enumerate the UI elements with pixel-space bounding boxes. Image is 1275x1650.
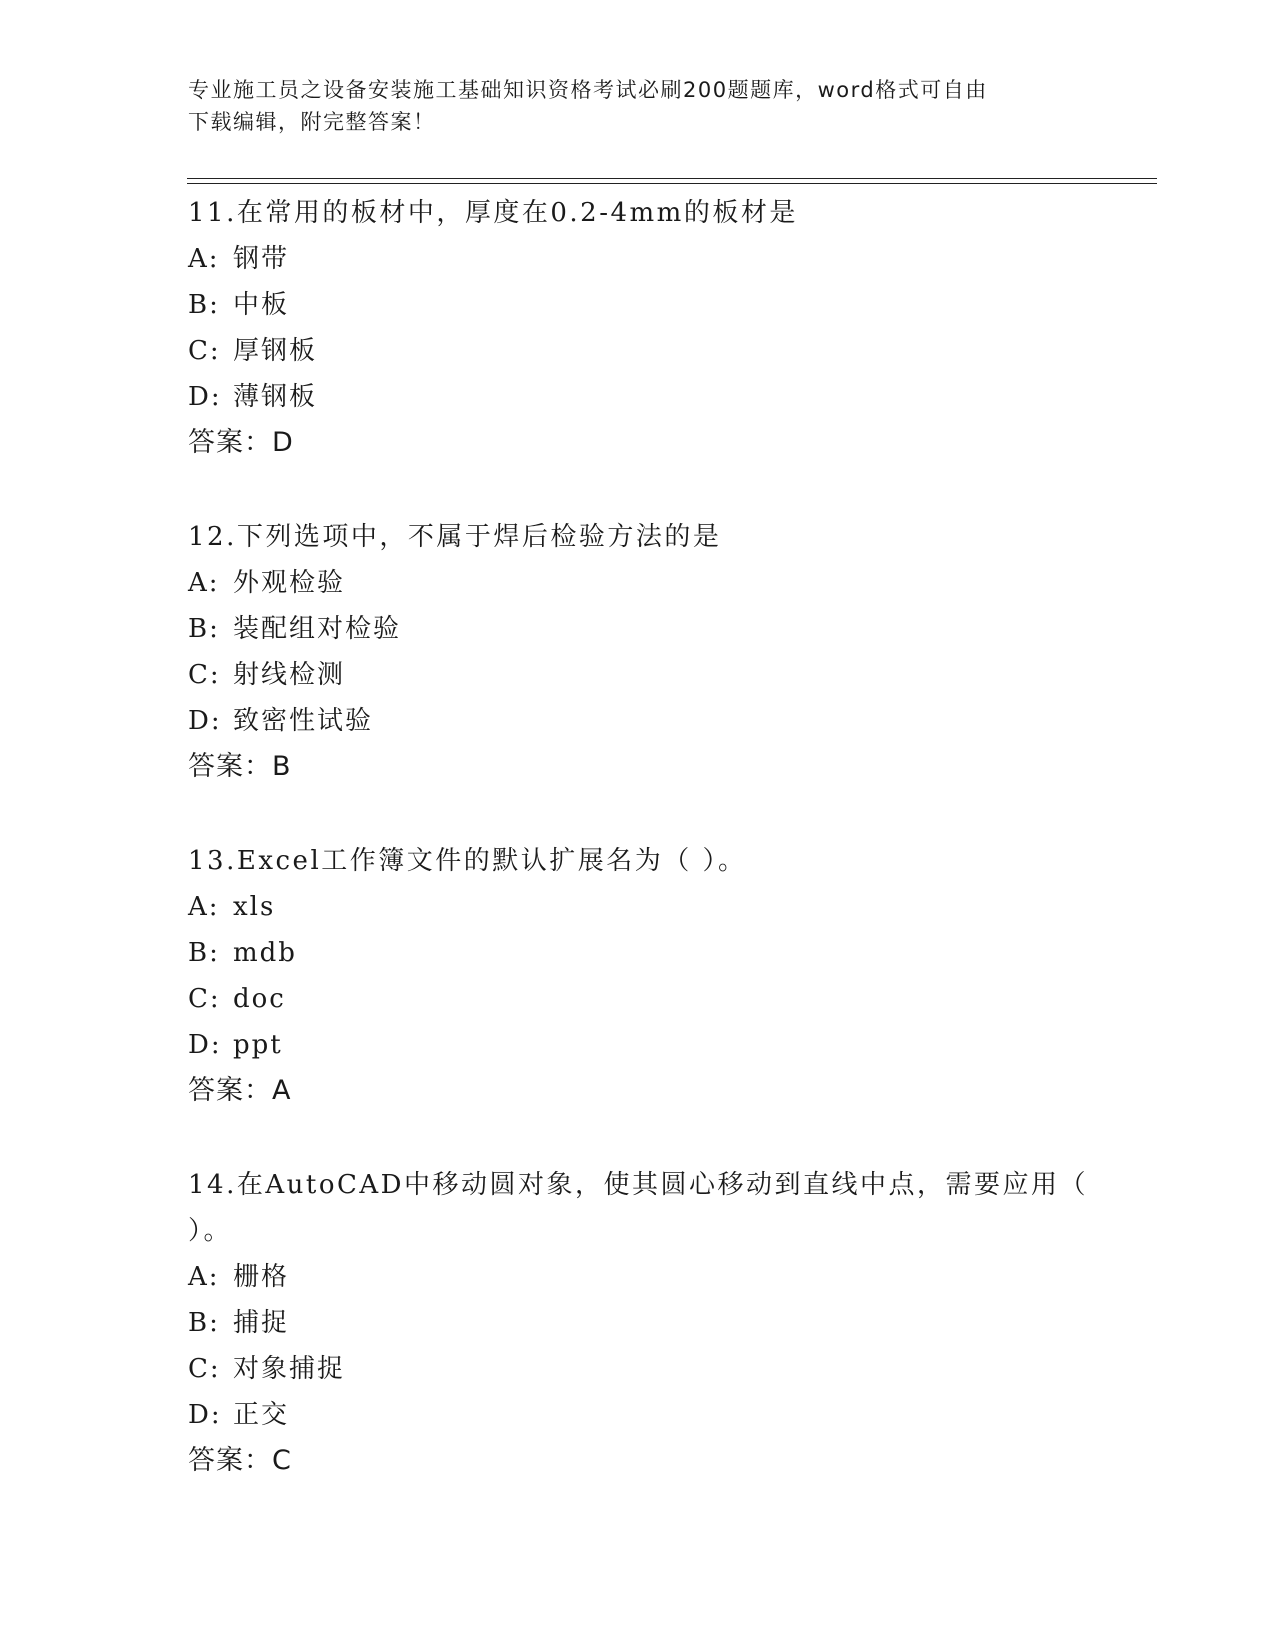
option-letter: A: xyxy=(188,1262,220,1292)
question-prompt: 11.在常用的板材中，厚度在0.2-4mm的板材是 xyxy=(188,198,798,228)
question-prompt: 12.下列选项中，不属于焊后检验方法的是 xyxy=(188,522,722,552)
option-d xyxy=(188,374,1088,420)
option-letter: B: xyxy=(188,1308,220,1338)
option-a xyxy=(188,884,1088,930)
header-line-1: 专业施工员之设备安装施工基础知识资格考试必刷200题题库，word格式可自由 xyxy=(188,78,988,102)
option-letter: C: xyxy=(188,984,221,1014)
option-b xyxy=(188,1300,1088,1346)
option-letter: A: xyxy=(188,892,220,922)
answer-line: 答案：A xyxy=(188,1075,292,1106)
option-d xyxy=(188,1392,1088,1438)
option-letter: D: xyxy=(188,382,222,412)
option-text: mdb xyxy=(233,938,297,968)
option-text: 装配组对检验 xyxy=(233,614,402,644)
option-letter: C: xyxy=(188,1354,221,1384)
option-b xyxy=(188,282,1088,328)
question-prompt: 13.Excel工作簿文件的默认扩展名为（ ）。 xyxy=(188,846,747,876)
question-14 xyxy=(188,1162,1088,1484)
option-letter: B: xyxy=(188,938,220,968)
question-12 xyxy=(188,514,1088,790)
question-13 xyxy=(188,838,1088,1114)
option-letter: C: xyxy=(188,336,221,366)
option-text: 栅格 xyxy=(233,1262,290,1292)
option-a xyxy=(188,560,1088,606)
option-b xyxy=(188,606,1088,652)
option-letter: C: xyxy=(188,660,221,690)
option-text: 厚钢板 xyxy=(233,336,318,366)
option-letter: B: xyxy=(188,614,220,644)
question-prompt: 14.在AutoCAD中移动圆对象，使其圆心移动到直线中点，需要应用（ ）。 xyxy=(188,1170,1088,1246)
answer-line: 答案：C xyxy=(188,1445,292,1476)
document-header xyxy=(188,74,1068,138)
option-c xyxy=(188,652,1088,698)
option-d xyxy=(188,1022,1088,1068)
option-text: 致密性试验 xyxy=(233,706,374,736)
option-text: 外观检验 xyxy=(233,568,346,598)
option-text: 薄钢板 xyxy=(233,382,318,412)
header-divider-bottom xyxy=(187,183,1157,184)
option-text: ppt xyxy=(233,1030,283,1060)
answer-line: 答案：D xyxy=(188,427,294,458)
option-text: doc xyxy=(233,984,286,1014)
option-letter: A: xyxy=(188,244,220,274)
answer-line: 答案：B xyxy=(188,751,292,782)
option-letter: D: xyxy=(188,1400,222,1430)
option-a xyxy=(188,236,1088,282)
option-text: 正交 xyxy=(233,1400,290,1430)
option-text: 中板 xyxy=(233,290,290,320)
option-a xyxy=(188,1254,1088,1300)
option-text: 射线检测 xyxy=(233,660,346,690)
option-b xyxy=(188,930,1088,976)
header-line-2: 下载编辑，附完整答案！ xyxy=(188,110,436,134)
header-divider-top xyxy=(187,178,1157,179)
option-c xyxy=(188,1346,1088,1392)
option-c xyxy=(188,328,1088,374)
option-letter: B: xyxy=(188,290,220,320)
option-letter: D: xyxy=(188,706,222,736)
option-c xyxy=(188,976,1088,1022)
option-text: 钢带 xyxy=(233,244,290,274)
option-letter: A: xyxy=(188,568,220,598)
option-text: xls xyxy=(233,892,276,922)
option-letter: D: xyxy=(188,1030,222,1060)
option-text: 对象捕捉 xyxy=(233,1354,346,1384)
question-11 xyxy=(188,190,1088,466)
question-list xyxy=(188,190,1088,1532)
option-text: 捕捉 xyxy=(233,1308,290,1338)
option-d xyxy=(188,698,1088,744)
